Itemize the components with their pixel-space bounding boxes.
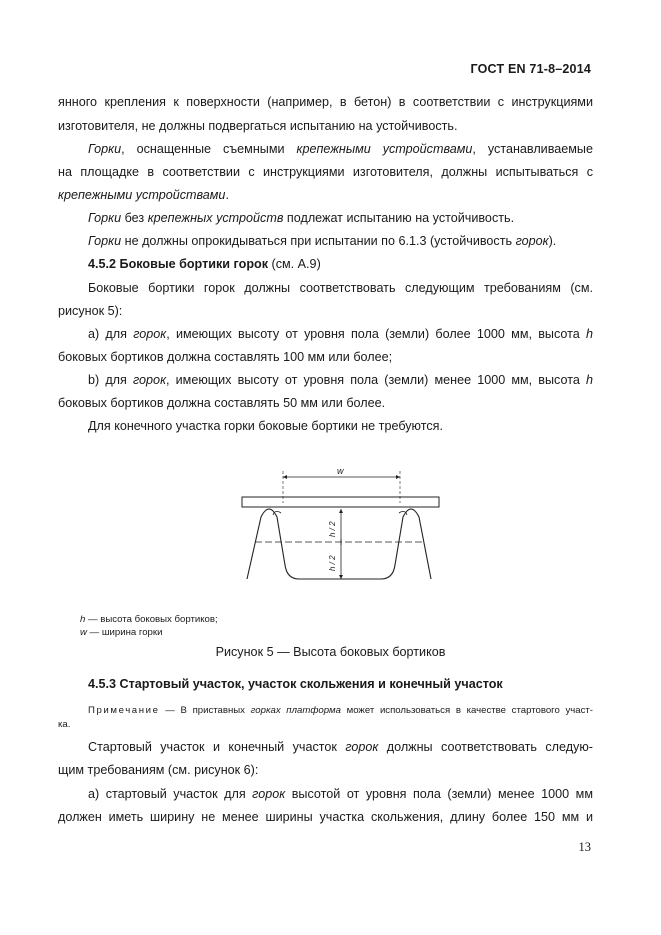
paragraph-line: Горки, оснащенные съемными крепежными устройствами, устанавливаемые bbox=[88, 142, 593, 156]
paragraph-line: крепежными устройствами. bbox=[58, 188, 229, 202]
list-item-a: а) для горок, имеющих высоту от уровня пола (земли) более 1000 мм, высота h bbox=[88, 327, 593, 341]
half-height-label-top: h / 2 bbox=[328, 521, 337, 537]
paragraph-line: боковых бортиков должна составлять 100 мм или более; bbox=[58, 350, 393, 364]
slide-top-slab bbox=[242, 497, 439, 507]
paragraph-line: янного крепления к поверхности (например, в бетон) в соответствии с инструкциями bbox=[58, 95, 593, 109]
note: Примечание — В приставных горках платформа может использоваться в качестве стартового участ- bbox=[88, 705, 593, 716]
document-code: ГОСТ EN 71-8–2014 bbox=[470, 62, 591, 76]
paragraph-line: должен иметь ширину не менее ширины участка скольжения, длину более 150 мм и bbox=[58, 810, 593, 824]
paragraph-line: Стартовый участок и конечный участок горок должны соответствовать следую- bbox=[88, 740, 593, 754]
paragraph-line: Горки без крепежных устройств подлежат испытанию на устойчивость. bbox=[88, 211, 515, 225]
list-item-a: а) стартовый участок для горок высотой от уровня пола (земли) менее 1000 мм bbox=[88, 787, 593, 801]
section-heading-4-5-2: 4.5.2 Боковые бортики горок (см. А.9) bbox=[88, 257, 321, 271]
figure-legend-h: h — высота боковых бортиков; bbox=[80, 614, 218, 625]
list-item-b: b) для горок, имеющих высоту от уровня пола (земли) менее 1000 мм, высота h bbox=[88, 373, 593, 387]
paragraph-line: щим требованиям (см. рисунок 6): bbox=[58, 763, 259, 777]
term-fasteners: крепежных устройств bbox=[147, 211, 284, 225]
width-label: w bbox=[337, 466, 344, 476]
paragraph-line: Горки не должны опрокидываться при испытании по 6.1.3 (устойчивость горок). bbox=[88, 234, 557, 248]
term-slides: Горки bbox=[88, 211, 122, 225]
figure-caption: Рисунок 5 — Высота боковых бортиков bbox=[215, 645, 446, 659]
paragraph-line: Боковые бортики горок должны соответствовать следующим требованиям (см. bbox=[88, 281, 593, 295]
figure-legend-w: w — ширина горки bbox=[80, 627, 163, 638]
term-slides: горок bbox=[515, 234, 549, 248]
paragraph-line: на площадке в соответствии с инструкциями изготовителя, должны испытываться с bbox=[58, 165, 593, 179]
half-height-label-bottom: h / 2 bbox=[328, 555, 337, 571]
term-slides: Горки bbox=[88, 142, 122, 156]
term-slides: Горки bbox=[88, 234, 122, 248]
section-heading-4-5-3: 4.5.3 Стартовый участок, участок скольжения и конечный участок bbox=[88, 677, 503, 691]
paragraph-line: рисунок 5): bbox=[58, 304, 123, 318]
paragraph-line: боковых бортиков должна составлять 50 мм или более. bbox=[58, 396, 386, 410]
figure-5-side-rails-diagram bbox=[225, 455, 455, 595]
term-fasteners: крепежными устройствами bbox=[296, 142, 473, 156]
slide-bed-profile bbox=[247, 509, 431, 579]
note-line: ка. bbox=[58, 719, 71, 730]
paragraph-line: Для конечного участка горки боковые бортики не требуются. bbox=[88, 419, 443, 433]
paragraph-line: изготовителя, не должны подвергаться испытанию на устойчивость. bbox=[58, 119, 458, 133]
page-number: 13 bbox=[578, 840, 591, 854]
term-fasteners: крепежными устройствами bbox=[58, 188, 226, 202]
